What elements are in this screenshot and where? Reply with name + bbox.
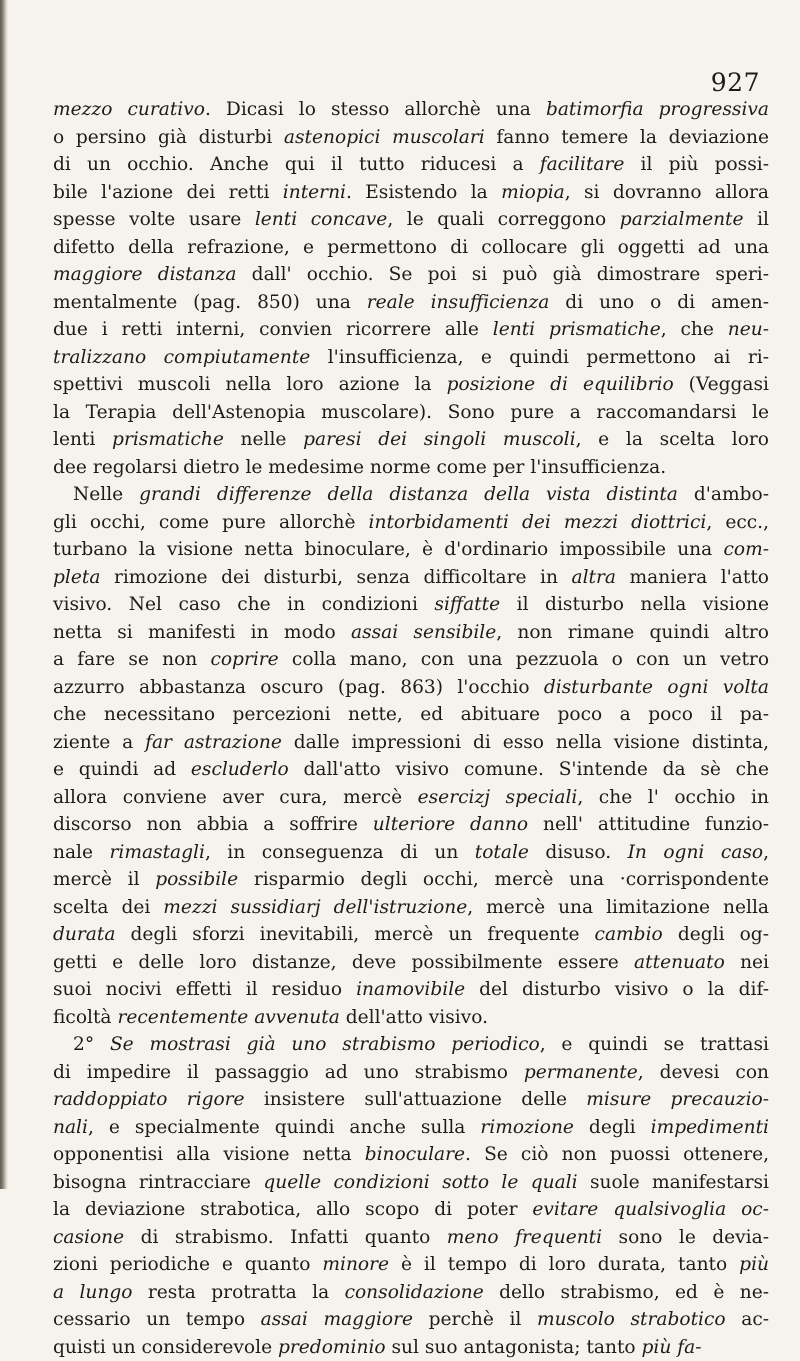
text-line: o persino già disturbi astenopici muscolari fanno temere la deviazione <box>53 124 769 152</box>
text-line: di impedire il passaggio ad uno strabismo permanente, devesi con <box>53 1059 769 1087</box>
text-line: nali, e specialmente quindi anche sulla rimozione degli impedimenti <box>53 1114 769 1142</box>
text-line: che necessitano percezioni nette, ed abituare poco a poco il pa- <box>53 701 769 729</box>
text-line: spesse volte usare lenti concave, le quali correggono parzialmente il <box>53 206 769 234</box>
text-line: spettivi muscoli nella loro azione la posizione di equilibrio (Veggasi <box>53 371 769 399</box>
text-line: nale rimastagli, in conseguenza di un totale disuso. In ogni caso, <box>53 839 769 867</box>
text-line: gli occhi, come pure allorchè intorbidamenti dei mezzi diottrici, ecc., <box>53 509 769 537</box>
text-line: casione di strabismo. Infatti quanto meno frequenti sono le devia- <box>53 1224 769 1252</box>
text-line: Nelle grandi differenze della distanza della vista distinta d'ambo- <box>53 481 769 509</box>
text-line: azzurro abbastanza oscuro (pag. 863) l'occhio disturbante ogni volta <box>53 674 769 702</box>
text-line: cessario un tempo assai maggiore perchè il muscolo strabotico ac- <box>53 1306 769 1334</box>
text-line: quisti un considerevole predominio sul suo antagonista; tanto più fa- <box>53 1334 769 1361</box>
page-number: 927 <box>711 68 760 97</box>
text-line: netta si manifesti in modo assai sensibile, non rimane quindi altro <box>53 619 769 647</box>
text-line: dee regolarsi dietro le medesime norme come per l'insufficienza. <box>53 454 769 482</box>
text-line: bile l'azione dei retti interni. Esistendo la miopia, si dovranno allora <box>53 179 769 207</box>
text-line: getti e delle loro distanze, deve possibilmente essere attenuato nei <box>53 949 769 977</box>
text-line: due i retti interni, convien ricorrere alle lenti prismatiche, che neu- <box>53 316 769 344</box>
text-line: scelta dei mezzi sussidiarj dell'istruzione, mercè una limitazione nella <box>53 894 769 922</box>
text-line: la deviazione strabotica, allo scopo di poter evitare qualsivoglia oc- <box>53 1196 769 1224</box>
page-binding-edge <box>0 0 8 1189</box>
text-line: e quindi ad escluderlo dall'atto visivo comune. S'intende da sè che <box>53 756 769 784</box>
text-line: bisogna rintracciare quelle condizioni sotto le quali suole manifestarsi <box>53 1169 769 1197</box>
text-line: mentalmente (pag. 850) una reale insufficienza di uno o di amen- <box>53 289 769 317</box>
text-line: a fare se non coprire colla mano, con una pezzuola o con un vetro <box>53 646 769 674</box>
text-line: difetto della refrazione, e permettono di collocare gli oggetti ad una <box>53 234 769 262</box>
text-line: lenti prismatiche nelle paresi dei singoli muscoli, e la scelta loro <box>53 426 769 454</box>
text-line: pleta rimozione dei disturbi, senza difficoltare in altra maniera l'atto <box>53 564 769 592</box>
text-line: maggiore distanza dall' occhio. Se poi si può già dimostrare speri- <box>53 261 769 289</box>
text-line: visivo. Nel caso che in condizioni siffatte il disturbo nella visione <box>53 591 769 619</box>
body-text <box>53 96 769 1361</box>
text-line: raddoppiato rigore insistere sull'attuazione delle misure precauzio- <box>53 1086 769 1114</box>
text-line: turbano la visione netta binoculare, è d'ordinario impossibile una com- <box>53 536 769 564</box>
text-line: ziente a far astrazione dalle impressioni di esso nella visione distinta, <box>53 729 769 757</box>
text-line: 2° Se mostrasi già uno strabismo periodico, e quindi se trattasi <box>53 1031 769 1059</box>
text-line: discorso non abbia a soffrire ulteriore danno nell' attitudine funzio- <box>53 811 769 839</box>
text-line: suoi nocivi effetti il residuo inamovibile del disturbo visivo o la dif- <box>53 976 769 1004</box>
text-line: opponentisi alla visione netta binoculare. Se ciò non puossi ottenere, <box>53 1141 769 1169</box>
text-line: zioni periodiche e quanto minore è il tempo di loro durata, tanto più <box>53 1251 769 1279</box>
text-line: a lungo resta protratta la consolidazione dello strabismo, ed è ne- <box>53 1279 769 1307</box>
text-line: la Terapia dell'Astenopia muscolare). Sono pure a raccomandarsi le <box>53 399 769 427</box>
text-line: tralizzano compiutamente l'insufficienza, e quindi permettono ai ri- <box>53 344 769 372</box>
text-line: mercè il possibile risparmio degli occhi, mercè una ·corrispondente <box>53 866 769 894</box>
text-line: ficoltà recentemente avvenuta dell'atto visivo. <box>53 1004 769 1032</box>
text-line: allora conviene aver cura, mercè esercizj speciali, che l' occhio in <box>53 784 769 812</box>
text-line: di un occhio. Anche qui il tutto riducesi a facilitare il più possi- <box>53 151 769 179</box>
text-line: durata degli sforzi inevitabili, mercè un frequente cambio degli og- <box>53 921 769 949</box>
text-line: mezzo curativo. Dicasi lo stesso allorchè una batimorfia progressiva <box>53 96 769 124</box>
